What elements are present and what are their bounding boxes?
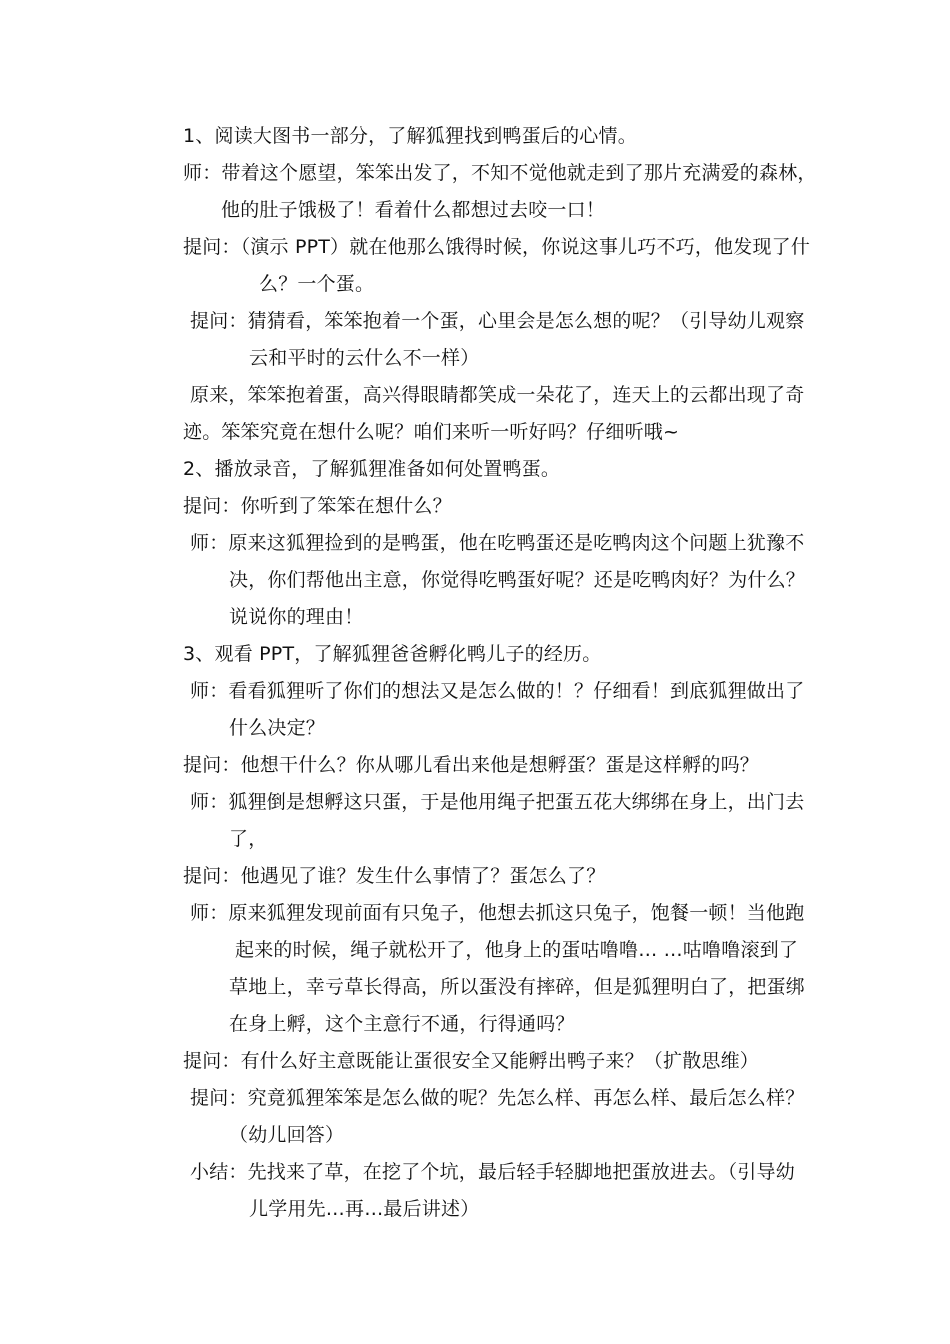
text-line: 他的肚子饿极了！看着什么都想过去咬一口！ [221,199,606,221]
text-line: 决，你们帮他出主意，你觉得吃鸭蛋好呢？还是吃鸭肉好？为什么？ [229,569,806,591]
text-line: 提问：他想干什么？你从哪儿看出来他是想孵蛋？蛋是这样孵的吗？ [183,754,760,776]
text-line: 提问：他遇见了谁？发生什么事情了？蛋怎么了？ [183,865,606,887]
text-line: 什么决定？ [229,717,326,739]
text-line: 在身上孵，这个主意行不通，行得通吗？ [229,1013,575,1035]
text-line: 3、观看 PPT，了解狐狸爸爸孵化鸭儿子的经历。 [183,643,602,665]
text-line: 起来的时候，绳子就松开了，他身上的蛋咕噜噜… …咕噜噜滚到了 [235,939,799,961]
text-line: 了， [229,828,268,850]
text-line: 1、阅读大图书一部分，了解狐狸找到鸭蛋后的心情。 [183,125,637,147]
text-line: 师：看看狐狸听了你们的想法又是怎么做的！？仔细看！到底狐狸做出了 [190,680,805,702]
text-line: 草地上，幸亏草长得高，所以蛋没有摔碎，但是狐狸明白了，把蛋绑 [229,976,806,998]
text-line: 提问：猜猜看，笨笨抱着一个蛋，心里会是怎么想的呢？（引导幼儿观察 [190,310,805,332]
text-line: 师：原来狐狸发现前面有只兔子，他想去抓这只兔子，饱餐一顿！当他跑 [190,902,805,924]
text-line: （幼儿回答） [229,1124,345,1146]
text-line: 原来，笨笨抱着蛋，高兴得眼睛都笑成一朵花了，连天上的云都出现了奇 [190,384,805,406]
text-line: 儿学用先…再…最后讲述） [249,1198,480,1220]
text-line: 提问：你听到了笨笨在想什么？ [183,495,452,517]
text-line: 说说你的理由！ [229,606,364,628]
text-line: 云和平时的云什么不一样） [249,347,480,369]
text-line: 师：狐狸倒是想孵这只蛋，于是他用绳子把蛋五花大绑绑在身上，出门去 [190,791,805,813]
text-line: 师：原来这狐狸捡到的是鸭蛋，他在吃鸭蛋还是吃鸭肉这个问题上犹豫不 [190,532,805,554]
text-line: 提问：究竟狐狸笨笨是怎么做的呢？先怎么样、再怎么样、最后怎么样？ [190,1087,805,1109]
text-line: 么？一个蛋。 [259,273,375,295]
text-line: 提问：（演示 PPT）就在他那么饿得时候，你说这事儿巧不巧，他发现了什 [183,236,811,258]
text-line: 2、播放录音，了解狐狸准备如何处置鸭蛋。 [183,458,561,480]
text-line: 小结：先找来了草，在挖了个坑，最后轻手轻脚地把蛋放进去。（引导幼 [190,1161,795,1183]
text-line: 迹。笨笨究竟在想什么呢？咱们来听一听好吗？仔细听哦~ [183,421,680,443]
text-line: 师：带着这个愿望，笨笨出发了，不知不觉他就走到了那片充满爱的森林， [183,162,817,184]
text-line: 提问：有什么好主意既能让蛋很安全又能孵出鸭子来？（扩散思维） [183,1050,760,1072]
